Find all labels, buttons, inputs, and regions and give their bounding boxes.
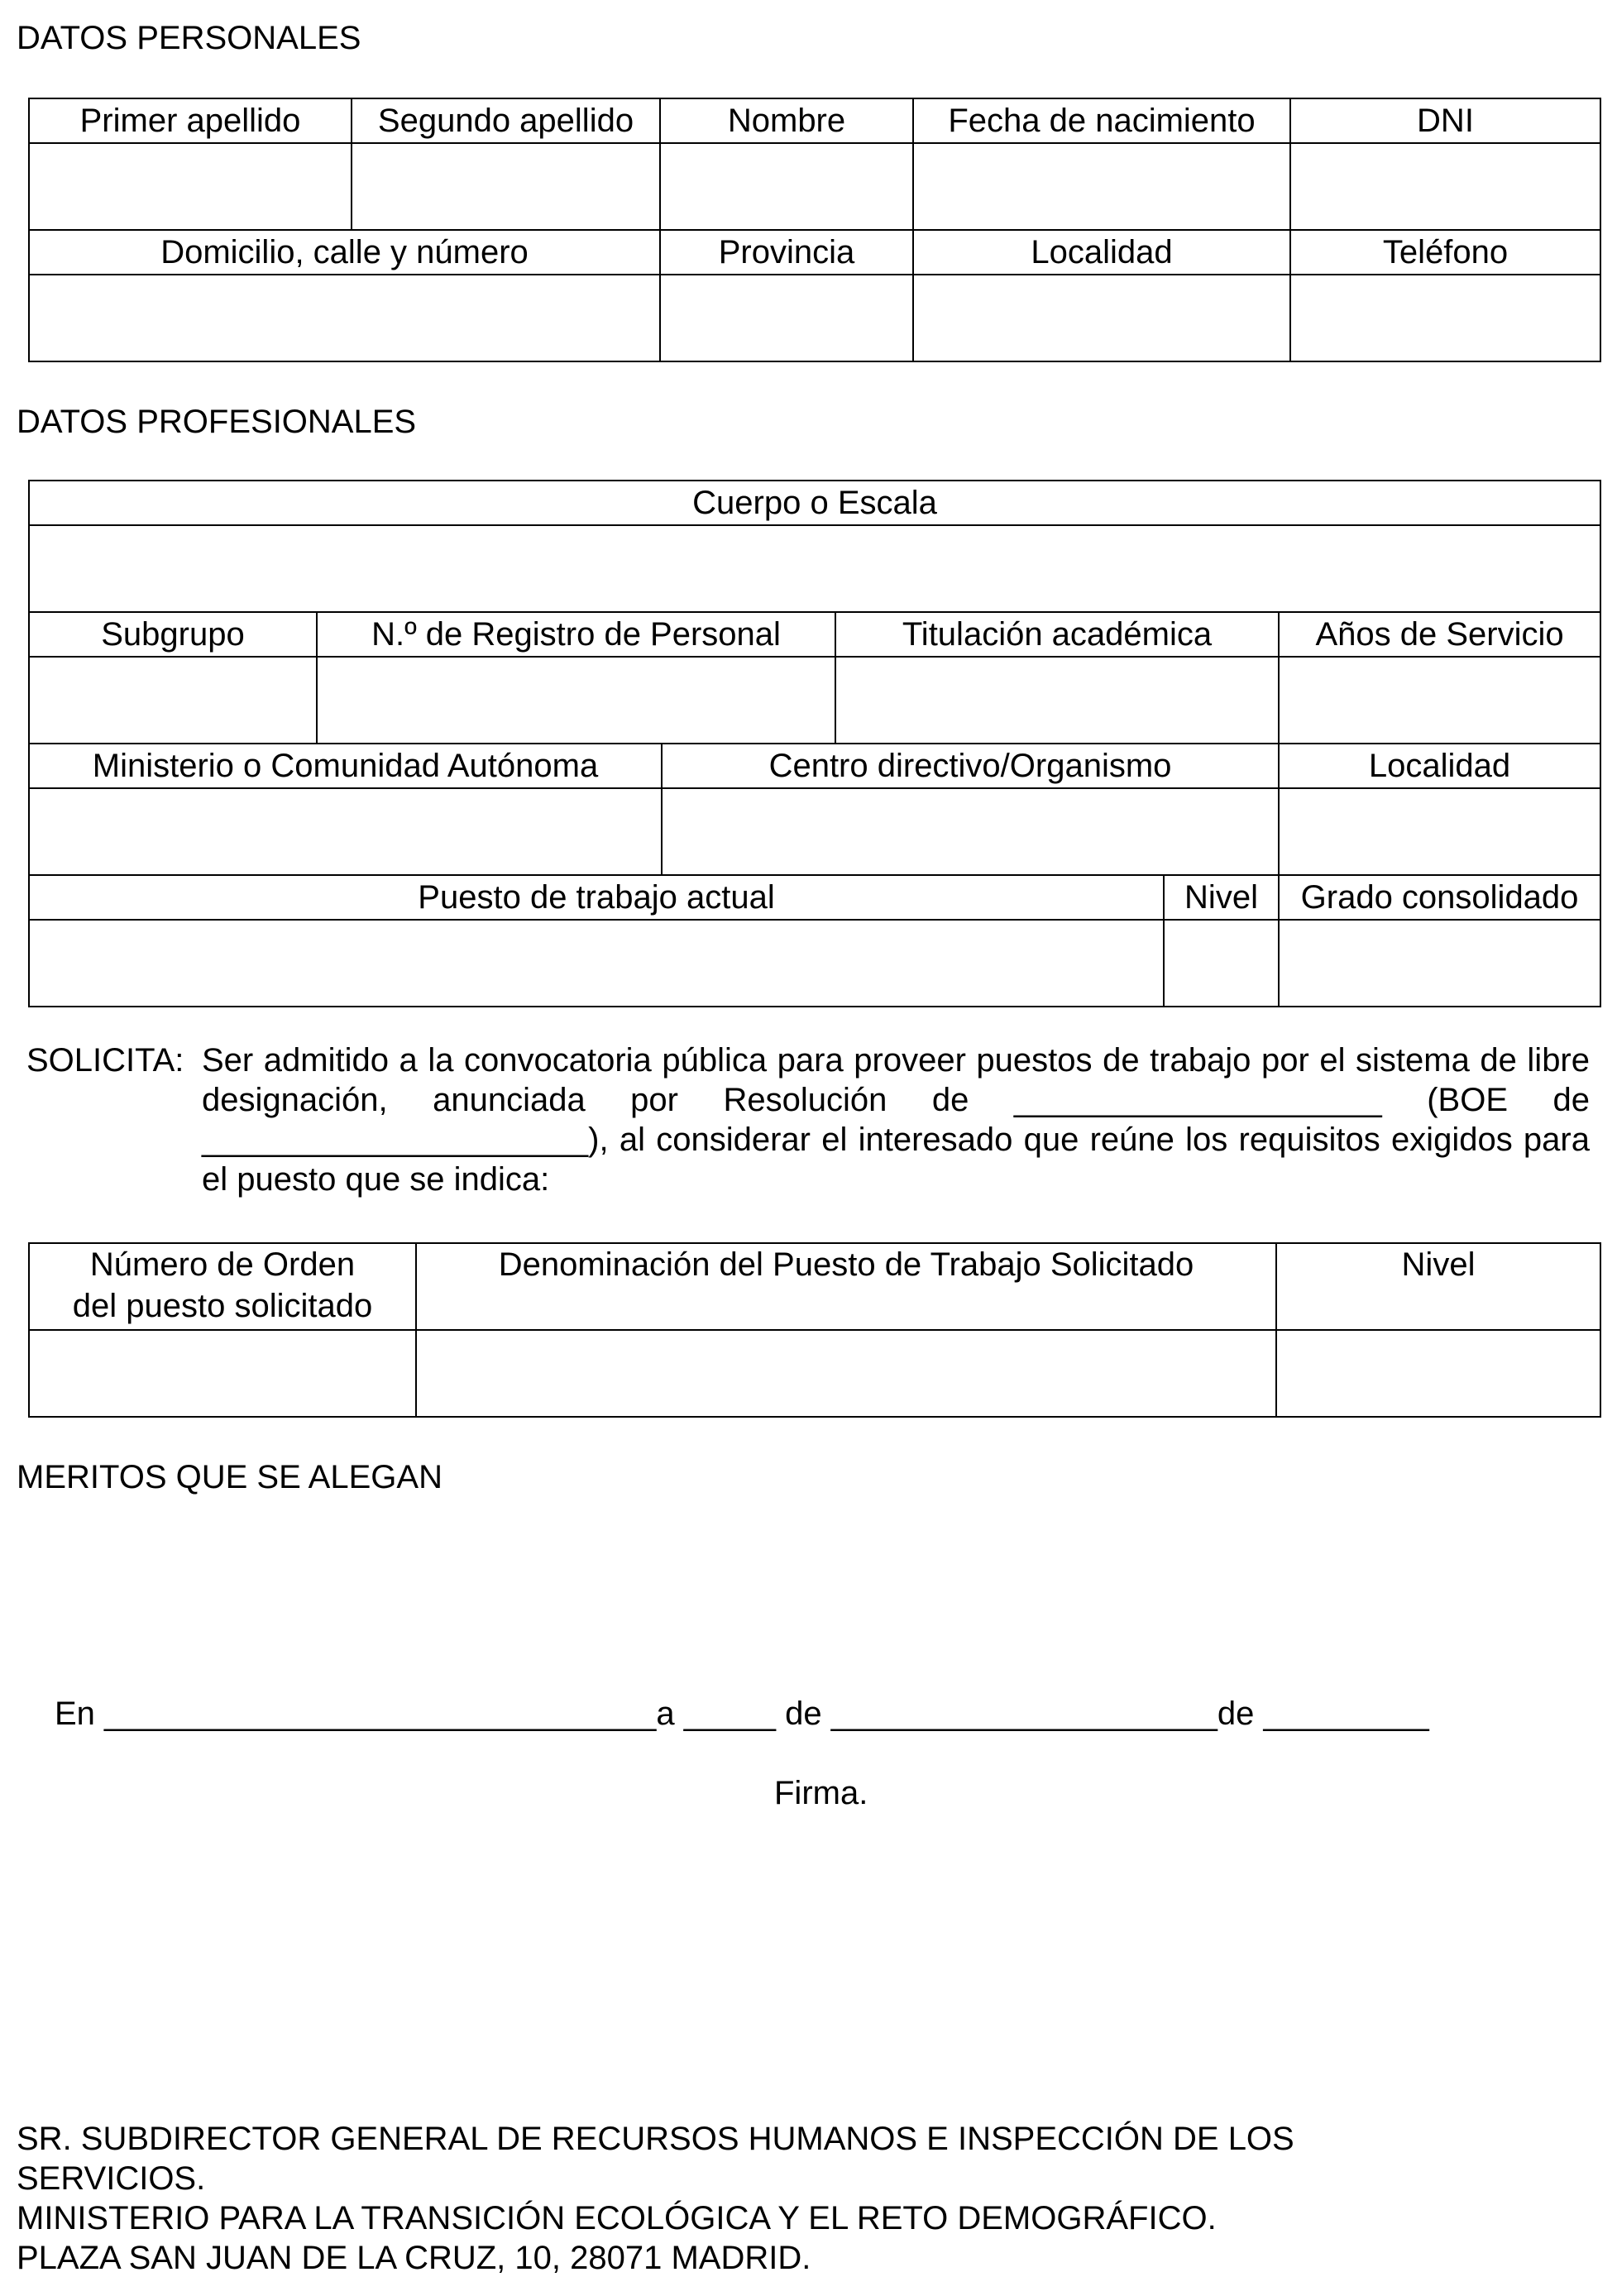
personal-data-table bbox=[28, 98, 1601, 362]
label-localidad-prof: Localidad bbox=[1279, 744, 1600, 788]
field-nombre[interactable] bbox=[660, 143, 913, 230]
resolucion-blank[interactable]: ____________________ bbox=[1013, 1082, 1382, 1118]
label-dni: DNI bbox=[1290, 98, 1600, 143]
label-centro-directivo: Centro directivo/Organismo bbox=[662, 744, 1279, 788]
label-segundo-apellido: Segundo apellido bbox=[352, 98, 660, 143]
field-domicilio[interactable] bbox=[29, 275, 660, 361]
label-fecha-nacimiento: Fecha de nacimiento bbox=[913, 98, 1290, 143]
field-ministerio[interactable] bbox=[29, 788, 662, 875]
date-place-line[interactable]: En ______________________________a _____ de _____________________de _________ bbox=[55, 1696, 1429, 1732]
label-nivel: Nivel bbox=[1164, 875, 1279, 920]
field-anos-servicio[interactable] bbox=[1279, 657, 1600, 744]
solicita-paragraph bbox=[26, 1040, 1590, 1199]
label-localidad: Localidad bbox=[913, 230, 1290, 275]
label-numero-orden-line2: del puesto solicitado bbox=[72, 1288, 373, 1324]
label-telefono: Teléfono bbox=[1290, 230, 1600, 275]
field-provincia[interactable] bbox=[660, 275, 913, 361]
addressee-block bbox=[17, 2119, 1294, 2278]
field-dni[interactable] bbox=[1290, 143, 1600, 230]
solicita-body bbox=[202, 1040, 1590, 1199]
addressee-line-1: SR. SUBDIRECTOR GENERAL DE RECURSOS HUMANOS E INSPECCIÓN DE LOS bbox=[17, 2121, 1294, 2157]
field-centro-directivo[interactable] bbox=[662, 788, 1279, 875]
label-subgrupo: Subgrupo bbox=[29, 612, 317, 657]
field-nivel-solicitado[interactable] bbox=[1276, 1330, 1600, 1417]
label-cuerpo-escala: Cuerpo o Escala bbox=[29, 481, 1600, 525]
label-numero-orden bbox=[29, 1243, 416, 1330]
professional-data-table bbox=[28, 480, 1601, 1007]
label-domicilio: Domicilio, calle y número bbox=[29, 230, 660, 275]
field-primer-apellido[interactable] bbox=[29, 143, 352, 230]
field-segundo-apellido[interactable] bbox=[352, 143, 660, 230]
label-provincia: Provincia bbox=[660, 230, 913, 275]
field-numero-orden[interactable] bbox=[29, 1330, 416, 1417]
requested-position-table bbox=[28, 1242, 1601, 1418]
addressee-line-2: SERVICIOS. bbox=[17, 2160, 206, 2197]
solicita-text-3: ), al considerar el interesado que reúne los requisitos exigidos para el puesto que se indica: bbox=[202, 1122, 1590, 1198]
label-denominacion-puesto: Denominación del Puesto de Trabajo Solicitado bbox=[416, 1243, 1276, 1330]
boe-date-blank[interactable]: _____________________ bbox=[202, 1122, 589, 1158]
field-localidad[interactable] bbox=[913, 275, 1290, 361]
label-puesto-actual: Puesto de trabajo actual bbox=[29, 875, 1164, 920]
field-fecha-nacimiento[interactable] bbox=[913, 143, 1290, 230]
field-localidad-prof[interactable] bbox=[1279, 788, 1600, 875]
field-puesto-actual[interactable] bbox=[29, 920, 1164, 1007]
field-telefono[interactable] bbox=[1290, 275, 1600, 361]
field-subgrupo[interactable] bbox=[29, 657, 317, 744]
signature-label: Firma. bbox=[774, 1775, 868, 1811]
label-nivel-solicitado: Nivel bbox=[1276, 1243, 1600, 1330]
label-registro-personal: N.º de Registro de Personal bbox=[317, 612, 835, 657]
label-primer-apellido: Primer apellido bbox=[29, 98, 352, 143]
addressee-line-4: PLAZA SAN JUAN DE LA CRUZ, 10, 28071 MADRID. bbox=[17, 2240, 811, 2276]
field-cuerpo-escala[interactable] bbox=[29, 525, 1600, 612]
field-titulacion[interactable] bbox=[835, 657, 1279, 744]
field-grado[interactable] bbox=[1279, 920, 1600, 1007]
label-grado: Grado consolidado bbox=[1279, 875, 1600, 920]
label-ministerio: Ministerio o Comunidad Autónoma bbox=[29, 744, 662, 788]
field-registro-personal[interactable] bbox=[317, 657, 835, 744]
personal-data-heading: DATOS PERSONALES bbox=[17, 20, 361, 56]
field-nivel[interactable] bbox=[1164, 920, 1279, 1007]
label-numero-orden-line1: Número de Orden bbox=[89, 1246, 356, 1283]
solicita-text-1: Ser admitido a la convocatoria pública para proveer puestos de trabajo por el sistema de libre designación, anunciada por Resolución de bbox=[202, 1042, 1590, 1118]
field-denominacion-puesto[interactable] bbox=[416, 1330, 1276, 1417]
solicita-text-2: (BOE de bbox=[1427, 1082, 1590, 1118]
merits-heading: MERITOS QUE SE ALEGAN bbox=[17, 1459, 443, 1495]
label-anos-servicio: Años de Servicio bbox=[1279, 612, 1600, 657]
label-titulacion: Titulación académica bbox=[835, 612, 1279, 657]
label-nombre: Nombre bbox=[660, 98, 913, 143]
professional-data-heading: DATOS PROFESIONALES bbox=[17, 404, 417, 440]
addressee-line-3: MINISTERIO PARA LA TRANSICIÓN ECOLÓGICA Y EL RETO DEMOGRÁFICO. bbox=[17, 2200, 1217, 2236]
solicita-keyword: SOLICITA: bbox=[26, 1042, 184, 1079]
